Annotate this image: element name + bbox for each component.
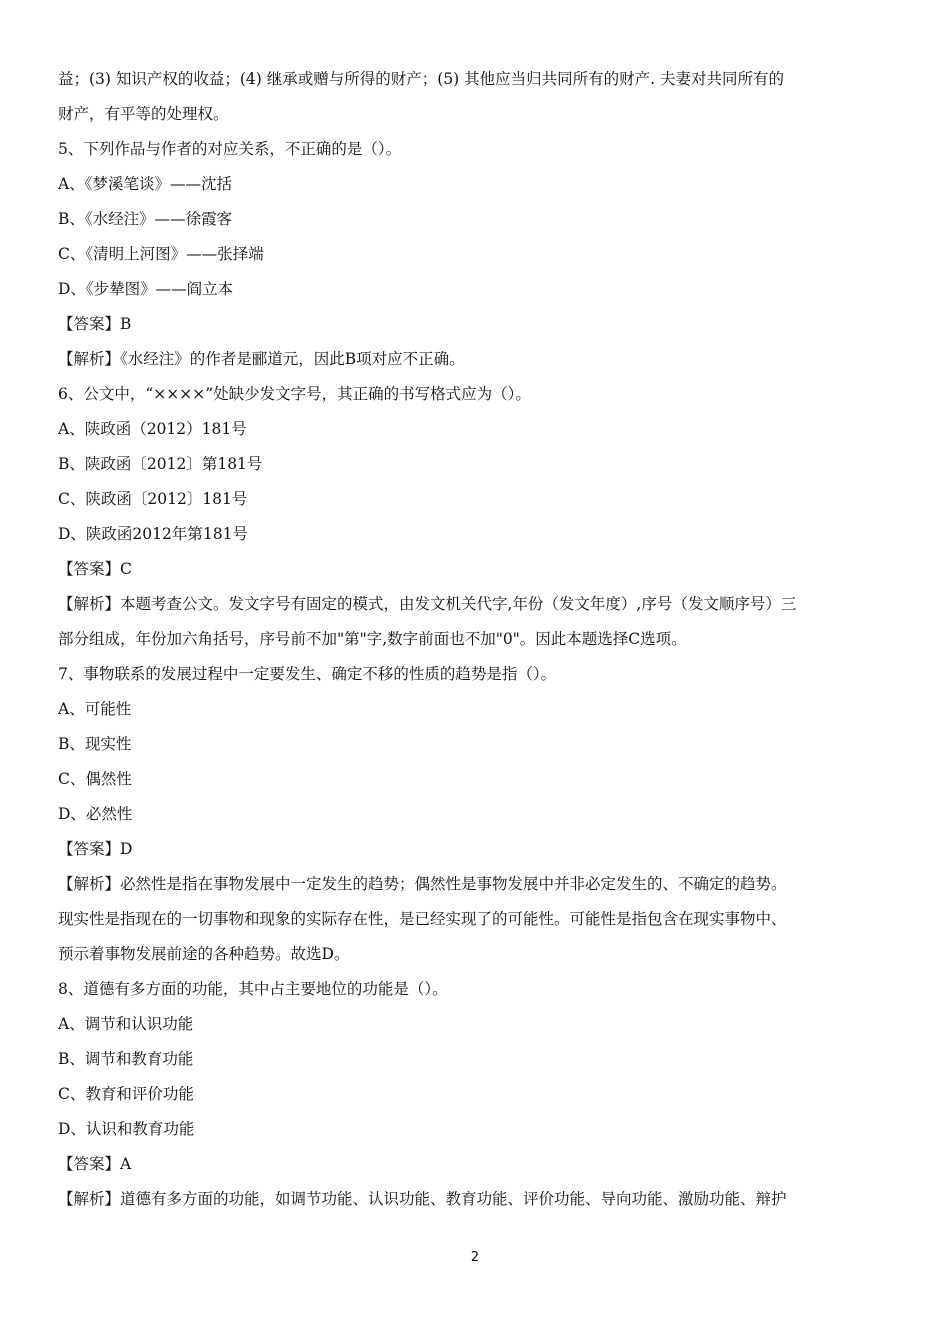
option-c: C、偶然性: [58, 770, 132, 788]
answer: 【答案】A: [58, 1155, 132, 1173]
option-d: D、认识和教育功能: [58, 1120, 195, 1138]
question-7: 7、事物联系的发展过程中一定要发生、确定不移的性质的趋势是指（）。: [58, 665, 557, 683]
option-a: A、调节和认识功能: [58, 1015, 194, 1033]
option-c: C、教育和评价功能: [58, 1085, 194, 1103]
option-a: A、《梦溪笔谈》——沈括: [58, 175, 232, 193]
option-d: D、必然性: [58, 805, 133, 823]
text-line: 财产，有平等的处理权。: [58, 105, 229, 123]
option-c: C、陕政函〔2012〕181号: [58, 490, 248, 508]
question-5: 5、下列作品与作者的对应关系，不正确的是（）。: [58, 140, 402, 158]
text-line: 益；(3) 知识产权的收益；(4) 继承或赠与所得的财产；(5) 其他应当归共同所有的财产. 夫妻对共同所有的: [58, 70, 785, 88]
option-b: B、现实性: [58, 735, 132, 753]
explanation: 【解析】本题考查公文。发文字号有固定的模式，由发文机关代字,年份（发文年度）,序号（发文顺序号）三: [58, 595, 797, 613]
explanation: 预示着事物发展前途的各种趋势。故选D。: [58, 945, 350, 963]
page-number: 2: [470, 1250, 480, 1265]
question-6: 6、公文中，“××××”处缺少发文字号，其正确的书写格式应为（）。: [58, 385, 531, 403]
option-d: D、《步辇图》——阎立本: [58, 280, 234, 298]
option-c: C、《清明上河图》——张择端: [58, 245, 264, 263]
answer: 【答案】B: [58, 315, 132, 333]
answer: 【答案】D: [58, 840, 133, 858]
option-a: A、可能性: [58, 700, 132, 718]
explanation: 部分组成，年份加六角括号，序号前不加"第"字,数字前面也不加"0"。因此本题选择C选项。: [58, 630, 687, 648]
option-b: B、陕政函〔2012〕第181号: [58, 455, 263, 473]
option-a: A、陕政函（2012）181号: [58, 420, 247, 438]
explanation: 现实性是指现在的一切事物和现象的实际存在性，是已经实现了的可能性。可能性是指包含在现实事物中、: [58, 910, 787, 928]
answer: 【答案】C: [58, 560, 132, 578]
explanation: 【解析】必然性是指在事物发展中一定发生的趋势；偶然性是事物发展中并非必定发生的、不确定的趋势。: [58, 875, 787, 893]
option-b: B、调节和教育功能: [58, 1050, 194, 1068]
explanation: 【解析】道德有多方面的功能，如调节功能、认识功能、教育功能、评价功能、导向功能、激励功能、辩护: [58, 1190, 787, 1208]
explanation: 【解析】《水经注》的作者是郦道元，因此B项对应不正确。: [58, 350, 465, 368]
document-body: [58, 62, 898, 1217]
option-d: D、陕政函2012年第181号: [58, 525, 248, 543]
option-b: B、《水经注》——徐霞客: [58, 210, 233, 228]
question-8: 8、道德有多方面的功能，其中占主要地位的功能是（）。: [58, 980, 448, 998]
